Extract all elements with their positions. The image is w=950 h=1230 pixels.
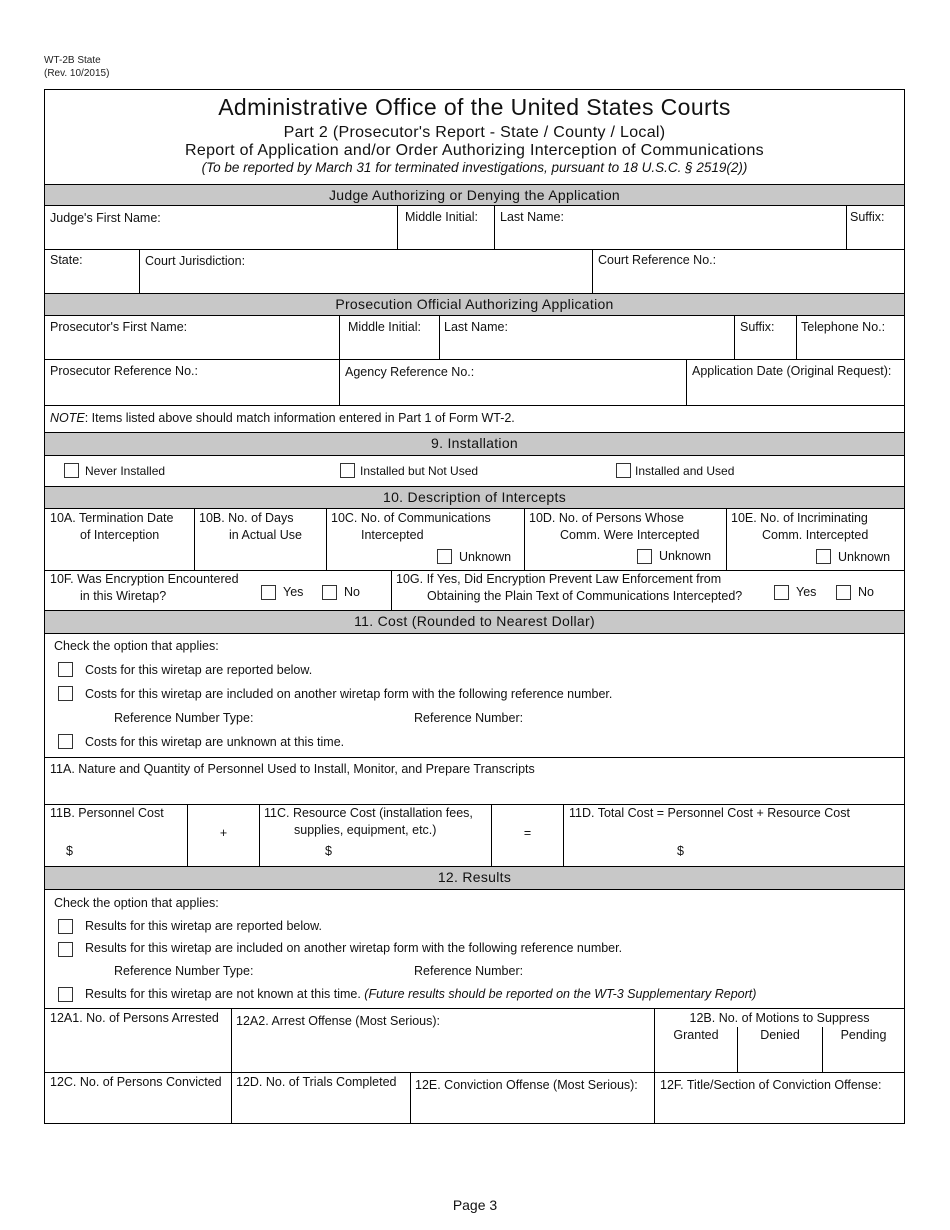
results-section-header: 12. Results xyxy=(45,866,904,890)
10a-label-line1: 10A. Termination Date xyxy=(50,511,174,525)
10c-unknown-label: Unknown xyxy=(459,550,512,564)
prosecutor-last-name-label: Last Name: xyxy=(444,320,508,334)
results-ref-number-label: Reference Number: xyxy=(414,964,524,978)
10f-label-line2: in this Wiretap? xyxy=(80,589,167,603)
installed-not-used-checkbox[interactable] xyxy=(340,463,355,478)
cost-unknown-label: Costs for this wiretap are unknown at this time. xyxy=(85,735,345,749)
form-revision: (Rev. 10/2015) xyxy=(44,68,110,79)
form-number-block xyxy=(44,54,109,80)
installed-not-used-label: Installed but Not Used xyxy=(360,464,479,478)
results-check-instruction: Check the option that applies: xyxy=(54,896,219,910)
10c-unknown-checkbox[interactable] xyxy=(437,549,452,564)
12f-label: 12F. Title/Section of Conviction Offense: xyxy=(660,1078,882,1092)
results-reported-checkbox[interactable] xyxy=(58,919,73,934)
12b-granted-label: Granted xyxy=(673,1028,719,1042)
prosecution-note xyxy=(50,410,515,426)
11d-dollar-sign: $ xyxy=(677,844,684,858)
12b-denied-label: Denied xyxy=(760,1028,800,1042)
10e-label-line1: 10E. No. of Incriminating xyxy=(731,511,868,525)
10d-label-line1: 10D. No. of Persons Whose xyxy=(529,511,684,525)
results-other-form-checkbox[interactable] xyxy=(58,942,73,957)
cost-unknown-checkbox[interactable] xyxy=(58,734,73,749)
never-installed-label: Never Installed xyxy=(85,464,166,478)
10d-unknown-label: Unknown xyxy=(659,549,712,563)
cost-reported-label: Costs for this wiretap are reported below. xyxy=(85,663,313,677)
cost-ref-number-label: Reference Number: xyxy=(414,711,524,725)
never-installed-checkbox[interactable] xyxy=(64,463,79,478)
cost-section-header: 11. Cost (Rounded to Nearest Dollar) xyxy=(45,610,904,634)
results-ref-type-label: Reference Number Type: xyxy=(114,964,254,978)
prosecutor-telephone-label: Telephone No.: xyxy=(801,320,886,334)
10e-label-line2: Comm. Intercepted xyxy=(762,528,869,542)
10g-yes-label: Yes xyxy=(796,585,817,599)
10a-label-line2: of Interception xyxy=(80,528,160,542)
10e-unknown-label: Unknown xyxy=(838,550,891,564)
judge-first-name-label: Judge's First Name: xyxy=(50,211,161,225)
12d-label: 12D. No. of Trials Completed xyxy=(236,1075,397,1089)
note-text: : Items listed above should match information entered in Part 1 of Form WT-2. xyxy=(84,411,515,425)
11c-label-line1: 11C. Resource Cost (installation fees, xyxy=(264,806,473,820)
prosecutor-first-name-label: Prosecutor's First Name: xyxy=(50,320,188,334)
prosecution-section-header: Prosecution Official Authorizing Application xyxy=(45,293,904,316)
page-number: Page 3 xyxy=(452,1197,498,1213)
results-unknown-text xyxy=(85,986,756,1002)
cost-reported-checkbox[interactable] xyxy=(58,662,73,677)
form-number: WT-2B State xyxy=(44,55,101,66)
equals-sign: = xyxy=(523,826,532,840)
11b-label: 11B. Personnel Cost xyxy=(50,806,164,820)
10b-label-line2: in Actual Use xyxy=(229,528,302,542)
intercepts-section-header: 10. Description of Intercepts xyxy=(45,486,904,509)
judge-middle-initial-label: Middle Initial: xyxy=(405,210,478,224)
10g-no-label: No xyxy=(858,585,874,599)
prosecutor-middle-initial-label: Middle Initial: xyxy=(348,320,421,334)
10c-label-line1: 10C. No. of Communications xyxy=(331,511,491,525)
agency-reference-label: Agency Reference No.: xyxy=(345,365,475,379)
judge-state-label: State: xyxy=(50,253,83,267)
12b-pending-label: Pending xyxy=(840,1028,887,1042)
court-jurisdiction-label: Court Jurisdiction: xyxy=(145,254,246,268)
10b-label-line1: 10B. No. of Days xyxy=(199,511,294,525)
court-reference-label: Court Reference No.: xyxy=(598,253,717,267)
10d-unknown-checkbox[interactable] xyxy=(637,549,652,564)
12e-label: 12E. Conviction Offense (Most Serious): xyxy=(415,1078,638,1092)
11d-label: 11D. Total Cost = Personnel Cost + Resource Cost xyxy=(569,806,850,820)
cost-other-form-checkbox[interactable] xyxy=(58,686,73,701)
11b-dollar-sign: $ xyxy=(66,844,73,858)
application-date-label: Application Date (Original Request): xyxy=(692,364,892,378)
results-unknown-label: Results for this wiretap are not known at this time. xyxy=(85,987,361,1001)
12a2-label: 12A2. Arrest Offense (Most Serious): xyxy=(236,1014,441,1028)
10c-label-line2: Intercepted xyxy=(361,528,424,542)
10f-label-line1: 10F. Was Encryption Encountered xyxy=(50,572,239,586)
cost-ref-type-label: Reference Number Type: xyxy=(114,711,254,725)
10g-no-checkbox[interactable] xyxy=(836,585,851,600)
plus-sign: + xyxy=(219,826,228,840)
10e-unknown-checkbox[interactable] xyxy=(816,549,831,564)
judge-suffix-label: Suffix: xyxy=(850,210,885,224)
10g-yes-checkbox[interactable] xyxy=(774,585,789,600)
form-part: Part 2 (Prosecutor's Report - State / County / Local) xyxy=(283,124,666,141)
judge-section-header: Judge Authorizing or Denying the Application xyxy=(45,184,904,206)
installed-and-used-label: Installed and Used xyxy=(635,464,735,478)
10g-label-line1: 10G. If Yes, Did Encryption Prevent Law Enforcement from xyxy=(396,572,722,586)
cost-other-form-label: Costs for this wiretap are included on another wiretap form with the following reference number. xyxy=(85,687,613,701)
form-title: Administrative Office of the United States Courts xyxy=(218,94,731,120)
10f-yes-checkbox[interactable] xyxy=(261,585,276,600)
form-subtitle: Report of Application and/or Order Authorizing Interception of Communications xyxy=(185,142,764,159)
11c-label-line2: supplies, equipment, etc.) xyxy=(294,823,437,837)
results-unknown-note: (Future results should be reported on the WT-3 Supplementary Report) xyxy=(364,987,757,1001)
12b-label: 12B. No. of Motions to Suppress xyxy=(689,1011,870,1025)
10f-no-checkbox[interactable] xyxy=(322,585,337,600)
prosecutor-suffix-label: Suffix: xyxy=(740,320,775,334)
11a-label: 11A. Nature and Quantity of Personnel Used to Install, Monitor, and Prepare Transcripts xyxy=(50,762,535,776)
11c-dollar-sign: $ xyxy=(325,844,332,858)
judge-last-name-label: Last Name: xyxy=(500,210,564,224)
results-unknown-checkbox[interactable] xyxy=(58,987,73,1002)
results-reported-label: Results for this wiretap are reported below. xyxy=(85,919,322,933)
results-other-form-label: Results for this wiretap are included on another wiretap form with the following reference number. xyxy=(85,941,623,955)
prosecutor-reference-label: Prosecutor Reference No.: xyxy=(50,364,198,378)
12a1-label: 12A1. No. of Persons Arrested xyxy=(50,1011,219,1025)
cost-check-instruction: Check the option that applies: xyxy=(54,639,219,653)
12c-label: 12C. No. of Persons Convicted xyxy=(50,1075,222,1089)
installation-section-header: 9. Installation xyxy=(45,432,904,456)
note-label: NOTE xyxy=(50,411,85,425)
10f-no-label: No xyxy=(344,585,360,599)
10g-label-line2: Obtaining the Plain Text of Communications Intercepted? xyxy=(427,589,743,603)
form-note: (To be reported by March 31 for terminated investigations, pursuant to 18 U.S.C. § 2519(2)) xyxy=(201,160,748,175)
installed-and-used-checkbox[interactable] xyxy=(616,463,631,478)
10f-yes-label: Yes xyxy=(283,585,304,599)
10d-label-line2: Comm. Were Intercepted xyxy=(560,528,700,542)
